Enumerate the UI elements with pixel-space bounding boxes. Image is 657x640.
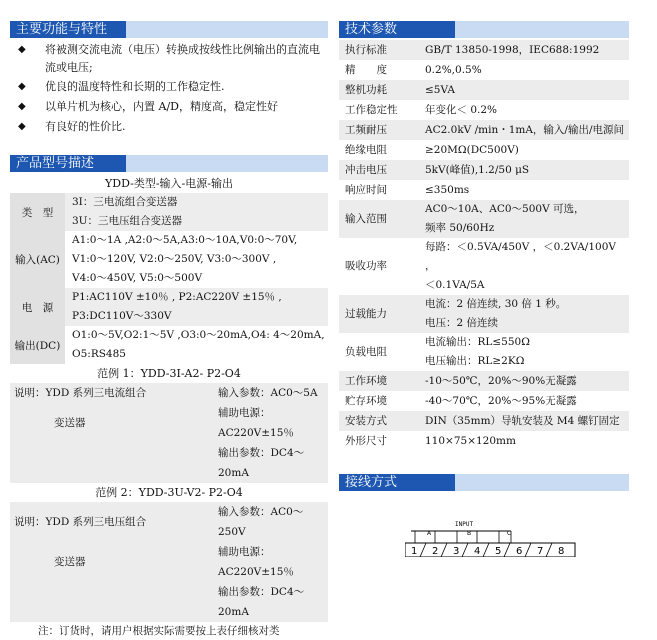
terminal-5: 5 bbox=[495, 546, 502, 557]
row-key: 输入(AC) bbox=[10, 231, 65, 288]
example1-title: 范例 1：YDD-3I-A2- P2-O4 bbox=[97, 367, 241, 380]
table-row: 工作稳定性 年变化＜ 0.2% bbox=[339, 100, 629, 120]
list-item: ◆ 有良好的性价比. bbox=[10, 117, 328, 137]
terminal-2: 2 bbox=[432, 546, 439, 557]
wiring-title: 接线方式 bbox=[339, 474, 455, 491]
terminal-4: 4 bbox=[474, 546, 481, 557]
table-row: 负载电阻 电流输出：RL≤550Ω 电压输出：RL≥2KΩ bbox=[339, 333, 629, 371]
table-row: 工频耐压 AC2.0kV /min・1mA，输入/输出/电源间 bbox=[339, 120, 629, 140]
terminal-7: 7 bbox=[537, 546, 544, 557]
table-row: 整机功耗 ≤5VA bbox=[339, 80, 629, 100]
wiring-diagram bbox=[405, 519, 577, 557]
tech-title: 技术参数 bbox=[339, 21, 455, 38]
table-row: 电 源 P1:AC110V ±10％ , P2:AC220V ±15％ , P3:DC110V～330V bbox=[10, 288, 328, 326]
table-row: 说明：YDD 系列三电压组合 输入参数：AC0～250V bbox=[14, 506, 304, 538]
terminal-6: 6 bbox=[516, 546, 523, 557]
table-row: 输出参数：DC4～20mA bbox=[218, 447, 305, 479]
table-row: 变送器 辅助电源：AC220V±15％ bbox=[54, 407, 294, 439]
example1-table bbox=[10, 383, 328, 483]
table-row: 响应时间 ≤350ms bbox=[339, 180, 629, 200]
right-column bbox=[339, 0, 629, 491]
table-row: 工作环境 -10～50℃，20%～90%无凝露 bbox=[339, 371, 629, 391]
phase-a-label: A bbox=[427, 530, 432, 537]
features-title: 主要功能与特性 bbox=[10, 21, 126, 38]
table-row: 绝缘电阻 ≥20MΩ(DC500V) bbox=[339, 140, 629, 160]
diamond-bullet-icon: ◆ bbox=[18, 81, 26, 92]
list-item: ◆ 以单片机为核心，内置 A/D，精度高，稳定性好 bbox=[10, 97, 328, 117]
table-row: 执行标准 GB/T 13850-1998，IEC688:1992 bbox=[339, 40, 629, 60]
left-column bbox=[10, 0, 328, 640]
table-row: 精 度 0.2%,0.5% bbox=[339, 60, 629, 80]
order-note: 注：订货时，请用户根据实际需要按上表仔细核对类 bbox=[38, 625, 280, 637]
diamond-bullet-icon: ◆ bbox=[18, 101, 26, 112]
row-key: 类 型 bbox=[10, 193, 65, 231]
table-row: 安装方式 DIN（35mm）导轨安装及 M4 螺钉固定 bbox=[339, 411, 629, 431]
model-title: 产品型号描述 bbox=[10, 155, 126, 172]
tech-table bbox=[339, 40, 629, 451]
features-list bbox=[10, 41, 328, 137]
table-row: 输入范围 AC0～10A、AC0～500V 可选， 频率 50/60Hz bbox=[339, 200, 629, 238]
terminal-3: 3 bbox=[453, 546, 460, 557]
tech-section-header bbox=[339, 21, 629, 38]
diamond-bullet-icon: ◆ bbox=[18, 121, 26, 132]
table-row: 输入(AC) A1:0～1A ,A2:0～5A,A3:0～10A,V0:0～70V, V1:0～120V, V2:0～250V, V3:0～300V , V4:0～450V, V5:0～500V bbox=[10, 231, 328, 288]
input-label: INPUT bbox=[455, 521, 474, 528]
terminal-dividers bbox=[420, 543, 552, 557]
table-row: 说明：YDD 系列三电流组合 输入参数：AC0～5A bbox=[14, 387, 318, 399]
terminal-numbers bbox=[411, 546, 564, 557]
diamond-bullet-icon: ◆ bbox=[18, 44, 26, 55]
list-item: ◆ 优良的温度特性和长期的工作稳定性. bbox=[10, 77, 328, 97]
table-row: 类 型 3I：三电流组合变送器 3U：三电压组合变送器 bbox=[10, 193, 328, 231]
table-row: 贮存环境 -40～70℃，20%～95%无凝露 bbox=[339, 391, 629, 411]
features-section-header bbox=[10, 21, 328, 38]
row-key: 电 源 bbox=[10, 288, 65, 326]
list-item: ◆ 将被测交流电流（电压）转换成按线性比例输出的直流电流或电压; bbox=[18, 43, 320, 74]
phase-b-label: B bbox=[467, 530, 472, 537]
table-row: 变送器 辅助电源：AC220V±15％ bbox=[54, 546, 294, 578]
table-row: 输出(DC) O1:0～5V,O2:1～5V ,O3:0～20mA,O4: 4～20mA, O5:RS485 bbox=[10, 326, 328, 364]
row-key: 输出(DC) bbox=[10, 326, 65, 364]
model-section-header bbox=[10, 155, 328, 172]
table-row: 冲击电压 5kV(峰值),1.2/50 μS bbox=[339, 160, 629, 180]
model-format: YDD-类型-输入-电源-输出 bbox=[105, 177, 233, 190]
table-row: 输出参数：DC4～20mA bbox=[218, 586, 305, 618]
table-row: 外形尺寸 110×75×120mm bbox=[339, 431, 629, 451]
terminal-1: 1 bbox=[411, 546, 418, 557]
table-row: 吸收功率 每路：＜0.5VA/450V ，＜0.2VA/100V ， ＜0.1VA/5A bbox=[339, 238, 629, 295]
wiring-section-header bbox=[339, 474, 629, 491]
terminal-block bbox=[405, 543, 575, 557]
example2-title: 范例 2：YDD-3U-V2- P2-O4 bbox=[95, 486, 243, 499]
phase-c-label: C bbox=[507, 530, 512, 537]
terminal-8: 8 bbox=[558, 546, 565, 557]
example2-table bbox=[10, 502, 328, 622]
table-row: 过载能力 电流：2 倍连续, 30 倍 1 秒。 电压：2 倍连续 bbox=[339, 295, 629, 333]
model-table bbox=[10, 193, 328, 364]
